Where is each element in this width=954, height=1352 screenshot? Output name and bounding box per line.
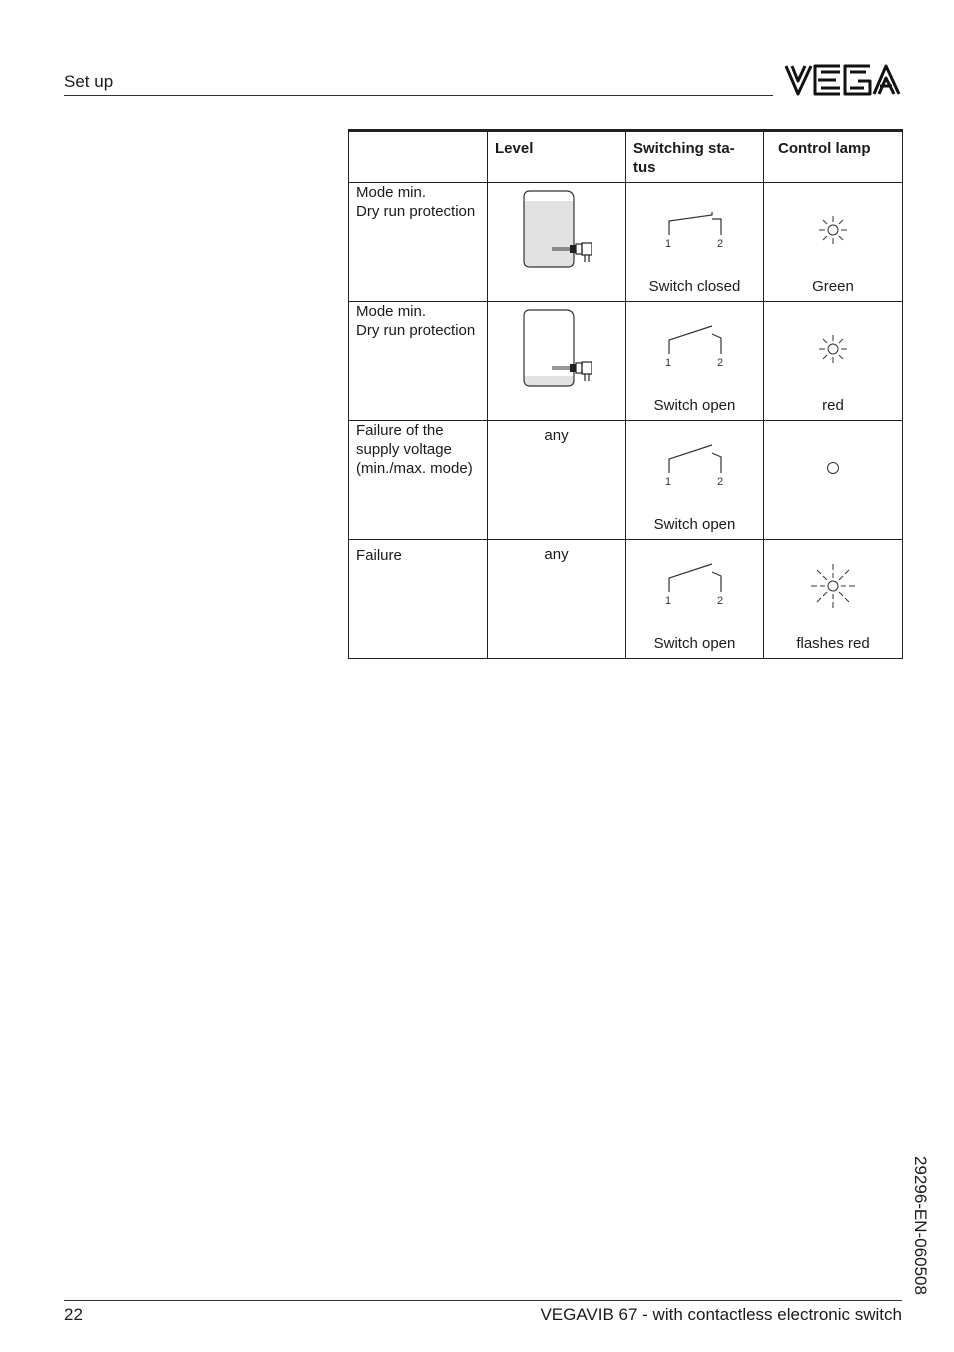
svg-text:2: 2: [717, 357, 724, 368]
footer-rule: [64, 1300, 902, 1301]
column-header-control-lamp: Control lamp: [764, 131, 903, 183]
row-description-cell: Failure of the supply voltage (min./max. mode): [349, 421, 488, 540]
svg-text:2: 2: [717, 595, 724, 606]
svg-text:1: 1: [665, 238, 672, 249]
column-header-level: Level: [488, 131, 626, 183]
svg-text:1: 1: [665, 595, 672, 606]
vega-logo: [784, 62, 902, 98]
table-row: [349, 183, 903, 302]
control-lamp-cell: [764, 302, 903, 421]
vessel-full-icon: [522, 189, 592, 269]
switch-status-label: Switch closed: [648, 278, 741, 295]
row-description-cell: Mode min. Dry run protection: [349, 302, 488, 421]
switch-status-cell: [626, 183, 764, 302]
lamp-flashing-icon: [809, 562, 857, 610]
lamp-lit-icon: [817, 214, 849, 246]
level-label: any: [544, 546, 569, 563]
switch-status-label: Switch open: [653, 516, 736, 533]
lamp-lit-icon: [817, 333, 849, 365]
switch-status-cell: [626, 302, 764, 421]
level-cell: [488, 302, 626, 421]
row-description-cell: Mode min. Dry run protection: [349, 183, 488, 302]
switching-status-table: [348, 129, 903, 659]
table-row: [349, 302, 903, 421]
switch-closed-icon: [660, 207, 730, 249]
level-cell: [488, 540, 626, 659]
row-description-cell: Failure: [349, 540, 488, 659]
footer-doc-title: VEGAVIB 67 - with contactless electronic switch: [540, 1305, 902, 1324]
control-lamp-label: flashes red: [796, 635, 870, 652]
switch-status-cell: [626, 540, 764, 659]
switch-status-label: Switch open: [653, 397, 736, 414]
switch-status-cell: [626, 421, 764, 540]
column-header-switching-status: Switching sta- tus: [626, 131, 764, 183]
lamp-off-icon: [825, 460, 841, 476]
level-label: any: [544, 427, 569, 444]
section-title: Set up: [64, 72, 114, 91]
switch-open-icon: [660, 562, 730, 606]
level-cell: [488, 421, 626, 540]
header-rule: [64, 95, 773, 96]
column-header-description: [349, 131, 488, 183]
control-lamp-cell: [764, 421, 903, 540]
switch-open-icon: [660, 443, 730, 487]
svg-text:2: 2: [717, 476, 724, 487]
svg-text:1: 1: [665, 357, 672, 368]
control-lamp-cell: [764, 540, 903, 659]
table-row: [349, 421, 903, 540]
table-row: [349, 540, 903, 659]
level-cell: [488, 183, 626, 302]
page-number: 22: [64, 1305, 83, 1324]
switch-status-label: Switch open: [653, 635, 736, 652]
svg-text:2: 2: [717, 238, 724, 249]
control-lamp-label: red: [822, 397, 844, 414]
control-lamp-label: Green: [812, 278, 854, 295]
svg-text:1: 1: [665, 476, 672, 487]
document-code: 29296-EN-060508: [911, 1156, 930, 1295]
vessel-empty-icon: [522, 308, 592, 388]
control-lamp-cell: [764, 183, 903, 302]
switch-open-icon: [660, 324, 730, 368]
